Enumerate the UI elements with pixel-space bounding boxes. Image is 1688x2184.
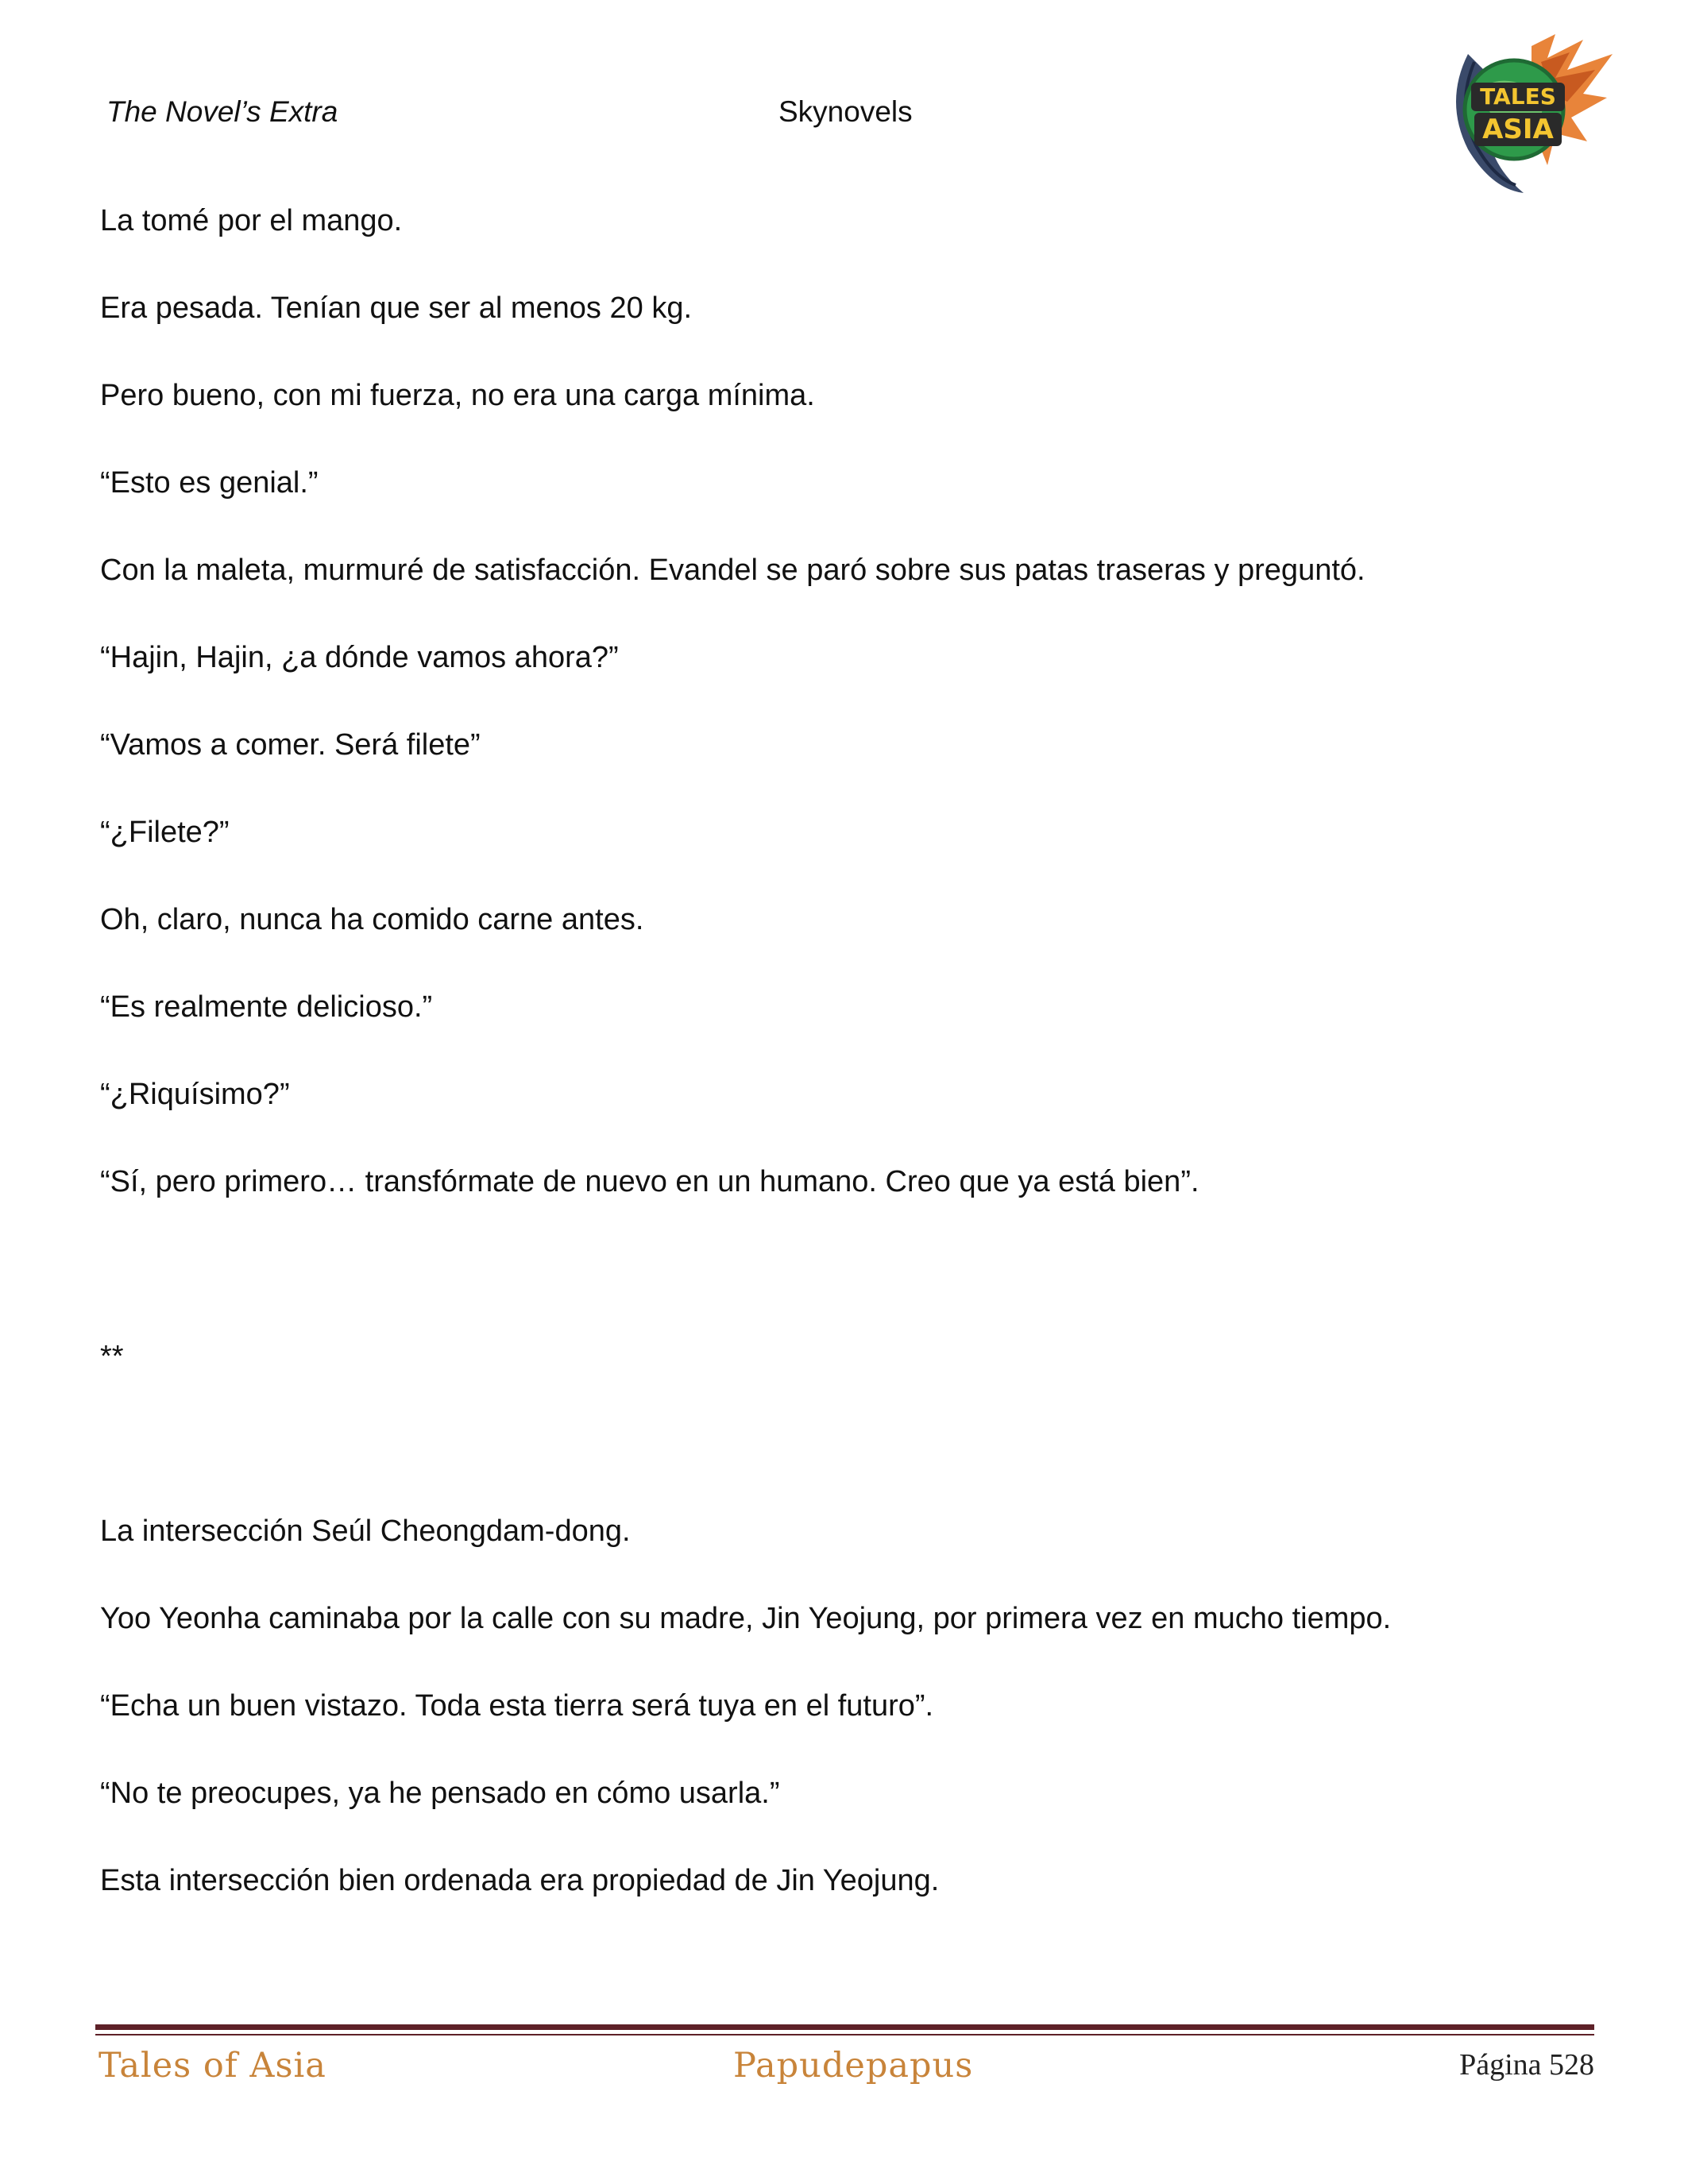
paragraph: Con la maleta, murmuré de satisfacción. Evandel se paró sobre sus patas traseras y preguntó.	[100, 554, 1365, 587]
paragraph: “Es realmente delicioso.”	[100, 990, 433, 1024]
document-body	[100, 203, 1593, 1898]
footer-translator: Papudepapus	[733, 2046, 974, 2086]
header-left-title: The Novel’s Extra	[106, 95, 338, 128]
paragraph: Era pesada. Tenían que ser al menos 20 kg.	[100, 291, 693, 325]
paragraph: “¿Filete?”	[100, 816, 230, 849]
paragraph: La tomé por el mango.	[100, 204, 403, 237]
paragraph: “Echa un buen vistazo. Toda esta tierra será tuya en el futuro”.	[100, 1689, 934, 1723]
paragraph: “Sí, pero primero… transfórmate de nuevo en un humano. Creo que ya está bien”.	[100, 1165, 1199, 1198]
logo-line2: ASIA	[1482, 114, 1554, 145]
paragraph: “Hajin, Hajin, ¿a dónde vamos ahora?”	[100, 641, 619, 674]
footer-site-name: Tales of Asia	[98, 2046, 326, 2086]
paragraph: “Esto es genial.”	[100, 466, 319, 500]
header-center-title: Skynovels	[778, 95, 913, 128]
paragraph: Esta intersección bien ordenada era propiedad de Jin Yeojung.	[100, 1864, 940, 1897]
footer-rule-thin	[95, 2034, 1594, 2035]
logo-line1: TALES	[1480, 83, 1556, 110]
paragraph: “No te preocupes, ya he pensado en cómo usarla.”	[100, 1777, 780, 1810]
paragraph: La intersección Seúl Cheongdam-dong.	[100, 1515, 631, 1548]
paragraph: “Vamos a comer. Será filete”	[100, 728, 481, 762]
paragraph: “¿Riquísimo?”	[100, 1078, 290, 1111]
footer-rule	[95, 2024, 1594, 2030]
tales-of-asia-logo	[1436, 30, 1617, 202]
page-number: Página 528	[1459, 2048, 1594, 2082]
scene-break: **	[100, 1340, 124, 1373]
paragraph: Oh, claro, nunca ha comido carne antes.	[100, 903, 644, 936]
paragraph: Pero bueno, con mi fuerza, no era una carga mínima.	[100, 379, 815, 412]
paragraph: Yoo Yeonha caminaba por la calle con su madre, Jin Yeojung, por primera vez en mucho tiempo.	[100, 1602, 1392, 1635]
